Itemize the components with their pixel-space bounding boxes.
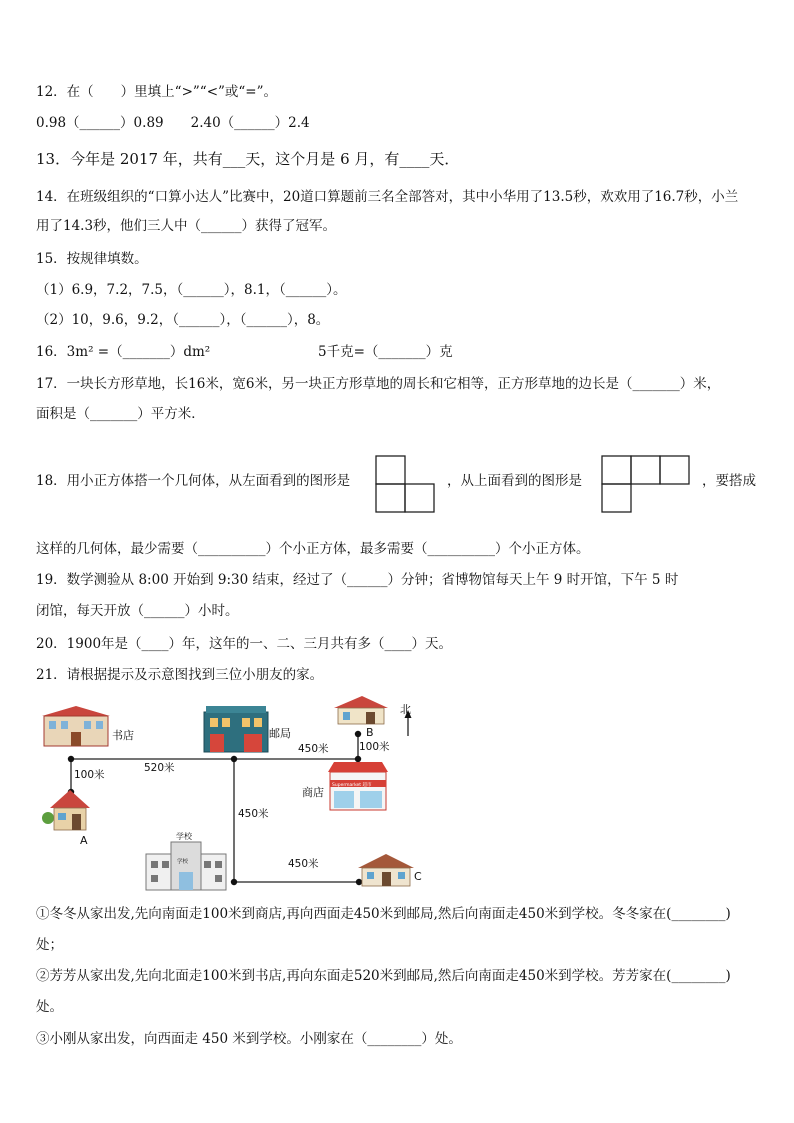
school-sign: 学校	[177, 859, 189, 865]
label-100m-left: 100米	[74, 769, 105, 781]
q15-prompt: 15．按规律填数。	[36, 251, 148, 267]
label-a: A	[80, 834, 88, 847]
q14-line1: 14．在班级组织的“口算小达人”比赛中，20道口算题前三名全部答对，其中小华用了13.5秒，欢欢用了16.7秒，小兰	[36, 189, 739, 205]
q21-q2-line1: ②芳芳从家出发,先向北面走100米到书店,再向东面走520米到邮局,然后向南面走450米到学校。芳芳家在(________)	[36, 968, 731, 984]
label-100m-right: 100米	[359, 741, 390, 753]
q16-part2: 5千克=（_______）克	[318, 344, 453, 360]
left-view-figure	[375, 455, 437, 513]
q12-prompt: 12．在（ ）里填上“>”“<”或“=”。	[36, 84, 278, 100]
q19-line2: 闭馆，每天开放（______）小时。	[36, 603, 239, 619]
q21-q1-line2: 处；	[36, 937, 63, 953]
q21-q3: ③小刚从家出发，向西面走 450 米到学校。小刚家在（________）处。	[36, 1031, 462, 1047]
q18-text-c: ，要搭成	[702, 473, 756, 489]
route-map	[36, 696, 436, 896]
label-north: 北	[400, 703, 411, 716]
label-520m: 520米	[144, 762, 175, 774]
q19-line1: 19．数学测验从 8:00 开始到 9:30 结束，经过了（______）分钟；省博物馆每天上午 9 时开馆，下午 5 时	[36, 572, 679, 588]
label-shop: 商店	[302, 786, 324, 799]
label-bookstore: 书店	[112, 729, 134, 742]
house-a-icon	[42, 790, 90, 830]
q21-prompt: 21．请根据提示及示意图找到三位小朋友的家。	[36, 667, 324, 683]
q17-line1: 17．一块长方形草地，长16米，宽6米，另一块正方形草地的周长和它相等，正方形草地的边长是（_______）米，	[36, 376, 721, 392]
school-icon	[146, 842, 226, 890]
q21-q1-line1: ①冬冬从家出发,先向南面走100米到商店,再向西面走450米到邮局,然后向南面走450米到学校。冬冬家在(________)	[36, 906, 731, 922]
shop-icon	[328, 762, 388, 810]
label-450m-vertical: 450米	[238, 808, 269, 820]
q18-text-b: ，从上面看到的图形是	[447, 473, 582, 489]
q18-line2: 这样的几何体，最少需要（__________）个小正方体，最多需要（__________）个小正方体。	[36, 541, 590, 557]
q12-items: 0.98（______）0.89 2.40（______）2.4	[36, 115, 310, 131]
q13-text: 13．今年是 2017 年，共有___天，这个月是 6 月，有____天．	[36, 150, 460, 168]
label-post-office: 邮局	[269, 727, 291, 740]
shop-sign: Supermarket 超市	[332, 783, 372, 788]
q14-line2: 用了14.3秒，他们三人中（______）获得了冠军。	[36, 218, 337, 234]
label-school: 学校	[176, 832, 192, 841]
label-450m-bottom: 450米	[288, 858, 319, 870]
top-view-figure	[601, 455, 693, 513]
q18-text-a: 18．用小正方体搭一个几何体，从左面看到的图形是	[36, 473, 351, 489]
house-b-icon	[334, 696, 388, 724]
label-b: B	[366, 726, 374, 739]
q17-line2: 面积是（_______）平方米．	[36, 406, 205, 422]
q15-part2: （2）10，9.6，9.2，（______），（______），8。	[36, 312, 330, 328]
q20-text: 20．1900年是（____）年，这年的一、二、三月共有多（____）天。	[36, 636, 453, 652]
bookstore-icon	[42, 706, 110, 746]
house-c-icon	[358, 854, 414, 886]
q15-part1: （1）6.9，7.2，7.5，（______），8.1，（______）。	[36, 282, 347, 298]
q21-q2-line2: 处。	[36, 999, 63, 1015]
label-c: C	[414, 870, 422, 883]
q16-part1: 16．3m² =（_______）dm²	[36, 344, 211, 360]
label-450m-top: 450米	[298, 743, 329, 755]
post-office-icon	[204, 706, 268, 752]
